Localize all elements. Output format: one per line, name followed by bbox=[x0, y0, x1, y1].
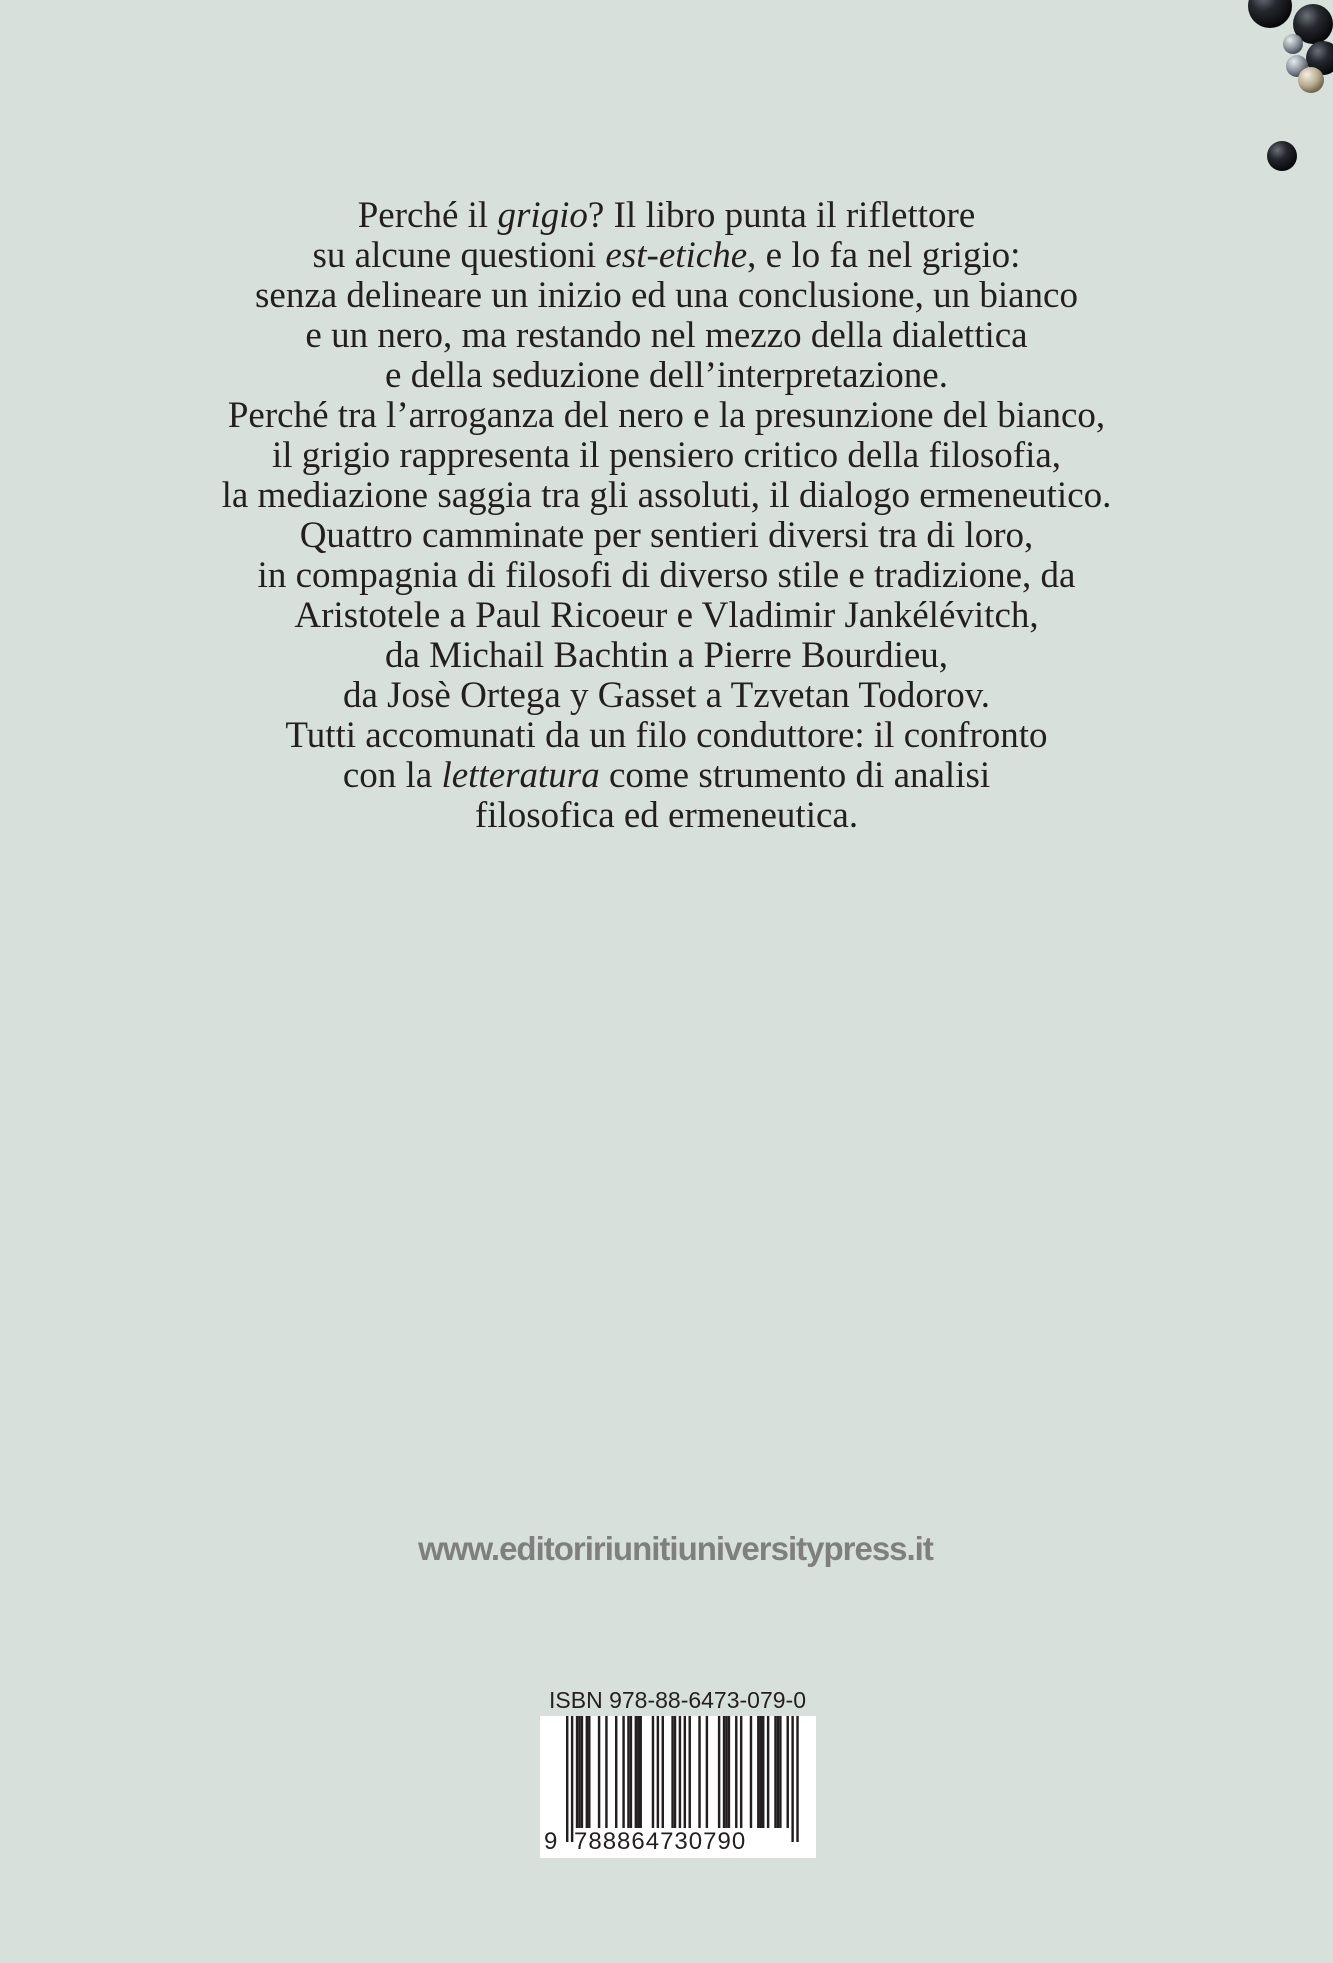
blurb-italic-text: grigio bbox=[497, 195, 588, 236]
barcode-bar bbox=[735, 1716, 737, 1828]
barcode-bar bbox=[630, 1716, 632, 1828]
barcode-bar bbox=[581, 1716, 583, 1828]
barcode-bar bbox=[767, 1716, 769, 1828]
blurb-line bbox=[0, 436, 1333, 476]
barcode-bar bbox=[640, 1716, 642, 1828]
barcode-bar bbox=[588, 1716, 590, 1828]
barcode-bar bbox=[750, 1716, 752, 1828]
barcode-bar bbox=[662, 1716, 664, 1828]
barcode-bar bbox=[762, 1716, 764, 1828]
barcode-bar bbox=[657, 1716, 659, 1828]
blurb-text: Aristotele a Paul Ricoeur e Vladimir Jankélévitch, bbox=[294, 595, 1039, 636]
blurb-line bbox=[0, 396, 1333, 436]
barcode-bar bbox=[637, 1716, 639, 1828]
blurb-line bbox=[0, 516, 1333, 556]
barcode-bar bbox=[615, 1716, 617, 1828]
isbn-label: ISBN 978-88-6473-079-0 bbox=[549, 1687, 806, 1713]
blurb-line bbox=[0, 476, 1333, 516]
barcode-bar bbox=[671, 1716, 673, 1828]
barcode-bar bbox=[718, 1716, 720, 1828]
blurb-text: Quattro camminate per sentieri diversi tra di loro, bbox=[299, 515, 1034, 556]
barcode-bar bbox=[571, 1716, 573, 1842]
barcode-digit-groups: 788864730790 bbox=[574, 1828, 747, 1855]
blurb-line bbox=[0, 716, 1333, 756]
barcode-bar bbox=[605, 1716, 607, 1828]
barcode-bar bbox=[787, 1716, 789, 1828]
blurb-text: in compagnia di filosofi di diverso stile e tradizione, da bbox=[257, 555, 1076, 596]
blurb-line bbox=[0, 236, 1333, 276]
blurb-text: il grigio rappresenta il pensiero critico della filosofia, bbox=[271, 435, 1062, 476]
blurb-text: la mediazione saggia tra gli assoluti, il dialogo ermeneutico. bbox=[221, 475, 1112, 516]
barcode-bar bbox=[586, 1716, 588, 1828]
isbn-barcode bbox=[540, 1716, 816, 1858]
barcode-bar bbox=[679, 1716, 681, 1842]
back-cover-blurb bbox=[0, 196, 1333, 836]
blurb-text: con la bbox=[342, 755, 442, 796]
blurb-italic-text: letteratura bbox=[441, 755, 600, 796]
barcode-bar bbox=[689, 1716, 691, 1828]
barcode-bar bbox=[728, 1716, 730, 1828]
blurb-line bbox=[0, 596, 1333, 636]
blurb-line bbox=[0, 276, 1333, 316]
blurb-line bbox=[0, 556, 1333, 596]
barcode-bar bbox=[652, 1716, 654, 1828]
barcode-bar bbox=[740, 1716, 742, 1828]
blurb-text: da Josè Ortega y Gasset a Tzvetan Todorov. bbox=[342, 675, 991, 716]
barcode-bar bbox=[774, 1716, 776, 1828]
blurb-line bbox=[0, 676, 1333, 716]
barcode-bar bbox=[777, 1716, 779, 1828]
barcode-bar bbox=[723, 1716, 725, 1828]
barcode-bar bbox=[706, 1716, 708, 1828]
blurb-line bbox=[0, 356, 1333, 396]
blurb-text: su alcune questioni bbox=[312, 235, 606, 276]
blurb-line bbox=[0, 196, 1333, 236]
barcode-bar bbox=[779, 1716, 781, 1828]
barcode-bar bbox=[627, 1716, 629, 1828]
barcode-bar bbox=[791, 1716, 793, 1842]
blurb-text: Perché tra l’arroganza del nero e la presunzione del bianco, bbox=[227, 395, 1106, 436]
barcode-bar bbox=[674, 1716, 676, 1828]
blurb-text: senza delineare un inizio ed una conclusione, un bianco bbox=[255, 275, 1078, 316]
barcode-bar bbox=[757, 1716, 759, 1828]
blurb-line bbox=[0, 316, 1333, 356]
blurb-line bbox=[0, 636, 1333, 676]
blurb-line bbox=[0, 756, 1333, 796]
blurb-text: e un nero, ma restando nel mezzo della dialettica bbox=[305, 315, 1028, 356]
publisher-website: www.editoririunitiuniversitypress.it bbox=[418, 1530, 933, 1567]
blurb-text: ? Il libro punta il riflettore bbox=[587, 195, 976, 236]
blurb-text: , e lo fa nel grigio: bbox=[747, 235, 1021, 276]
barcode-bar bbox=[760, 1716, 762, 1828]
barcode-bar bbox=[598, 1716, 600, 1828]
blurb-text: come strumento di analisi bbox=[599, 755, 991, 796]
barcode-bar bbox=[578, 1716, 580, 1828]
barcode-bar bbox=[684, 1716, 686, 1842]
blurb-text: filosofica ed ermeneutica. bbox=[474, 795, 859, 836]
barcode-bar bbox=[566, 1716, 568, 1842]
blurb-line bbox=[0, 796, 1333, 836]
blurb-text: e della seduzione dell’interpretazione. bbox=[385, 355, 948, 396]
barcode-bar bbox=[635, 1716, 637, 1828]
barcode-bar bbox=[796, 1716, 798, 1842]
barcode-bar bbox=[576, 1716, 578, 1828]
blurb-text: Tutti accomunati da un filo conduttore: il confronto bbox=[285, 715, 1048, 756]
barcode-bar bbox=[622, 1716, 624, 1828]
blurb-text: da Michail Bachtin a Pierre Bourdieu, bbox=[384, 635, 949, 676]
barcode-bar bbox=[725, 1716, 727, 1828]
pearls-decoration bbox=[1213, 0, 1333, 180]
barcode-bar bbox=[698, 1716, 700, 1828]
barcode-first-digit: 9 bbox=[544, 1828, 559, 1855]
blurb-text: Perché il bbox=[357, 195, 498, 236]
blurb-italic-text: est-etiche bbox=[605, 235, 748, 276]
